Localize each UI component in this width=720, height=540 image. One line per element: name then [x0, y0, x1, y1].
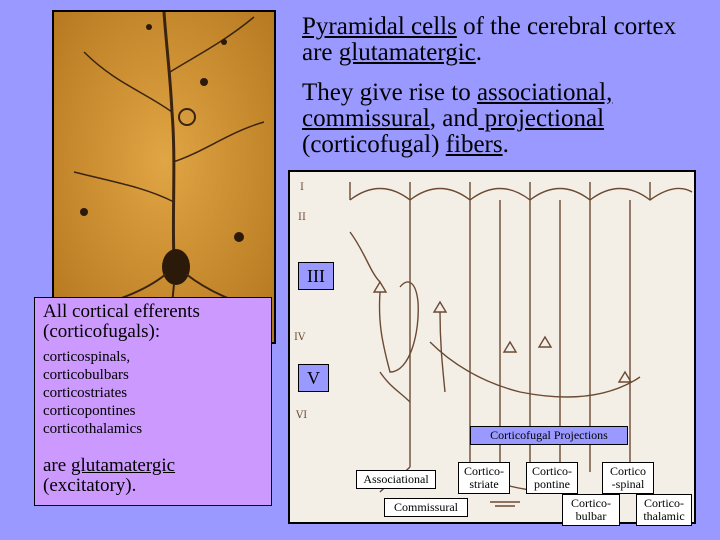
- efferents-footer: [43, 456, 263, 496]
- associational-commissural-text: associational, commissural: [302, 79, 613, 132]
- efferents-footer-glutamatergic: glutamatergic: [70, 455, 176, 476]
- efferents-item: corticobulbars: [43, 367, 129, 383]
- title-p2-text: They give rise to: [302, 79, 477, 106]
- pyramidal-cell-micrograph: [52, 10, 276, 344]
- efferents-heading: All cortical efferents (corticofugals):: [43, 301, 200, 342]
- svg-text:II: II: [298, 212, 306, 223]
- svg-text:IV: IV: [294, 332, 306, 343]
- associational-label: Associational: [356, 470, 436, 489]
- projectional-text: projectional: [478, 105, 605, 132]
- title-paragraph-1: [302, 14, 712, 66]
- layer-iii-label: III: [298, 262, 334, 290]
- slide-title-text: [302, 14, 712, 158]
- commissural-label: Commissural: [384, 498, 468, 517]
- micrograph-image: [54, 12, 274, 342]
- corticospinal-label: Cortico -spinal: [602, 462, 654, 494]
- title-p1-text: of the cerebral cortex are: [302, 13, 677, 66]
- title-paragraph-2: [302, 80, 712, 158]
- svg-text:VI: VI: [296, 410, 308, 421]
- fibers-text: fibers: [445, 131, 503, 158]
- corticofugal-paren-text: (corticofugal): [302, 131, 446, 158]
- efferents-item: corticothalamics: [43, 421, 143, 437]
- svg-text:I: I: [300, 182, 304, 193]
- efferents-item: corticopontines: [43, 403, 136, 419]
- corticobulbar-label: Cortico- bulbar: [562, 494, 620, 526]
- title-p2-and: , and: [429, 105, 479, 132]
- efferents-footer-are: are: [43, 455, 71, 476]
- title-p2-period: .: [502, 131, 509, 158]
- efferents-item: corticospinals,: [43, 349, 131, 365]
- glutamatergic-text: glutamatergic: [338, 39, 476, 66]
- corticofugal-projections-label: Corticofugal Projections: [470, 426, 628, 445]
- corticostriate-label: Cortico- striate: [458, 462, 510, 494]
- efferents-footer-excitatory: (excitatory).: [43, 475, 137, 496]
- pyramidal-cells-link-text: Pyramidal cells: [302, 13, 457, 40]
- corticopontine-label: Cortico- pontine: [526, 462, 578, 494]
- efferents-item: corticostriates: [43, 385, 128, 401]
- layer-v-label: V: [298, 364, 329, 392]
- cortical-efferents-box: [34, 297, 272, 506]
- cortical-projection-diagram: [288, 170, 696, 524]
- corticothalamic-label: Cortico- thalamic: [636, 494, 692, 526]
- title-p1-period: .: [475, 39, 483, 66]
- efferents-list: [43, 348, 263, 438]
